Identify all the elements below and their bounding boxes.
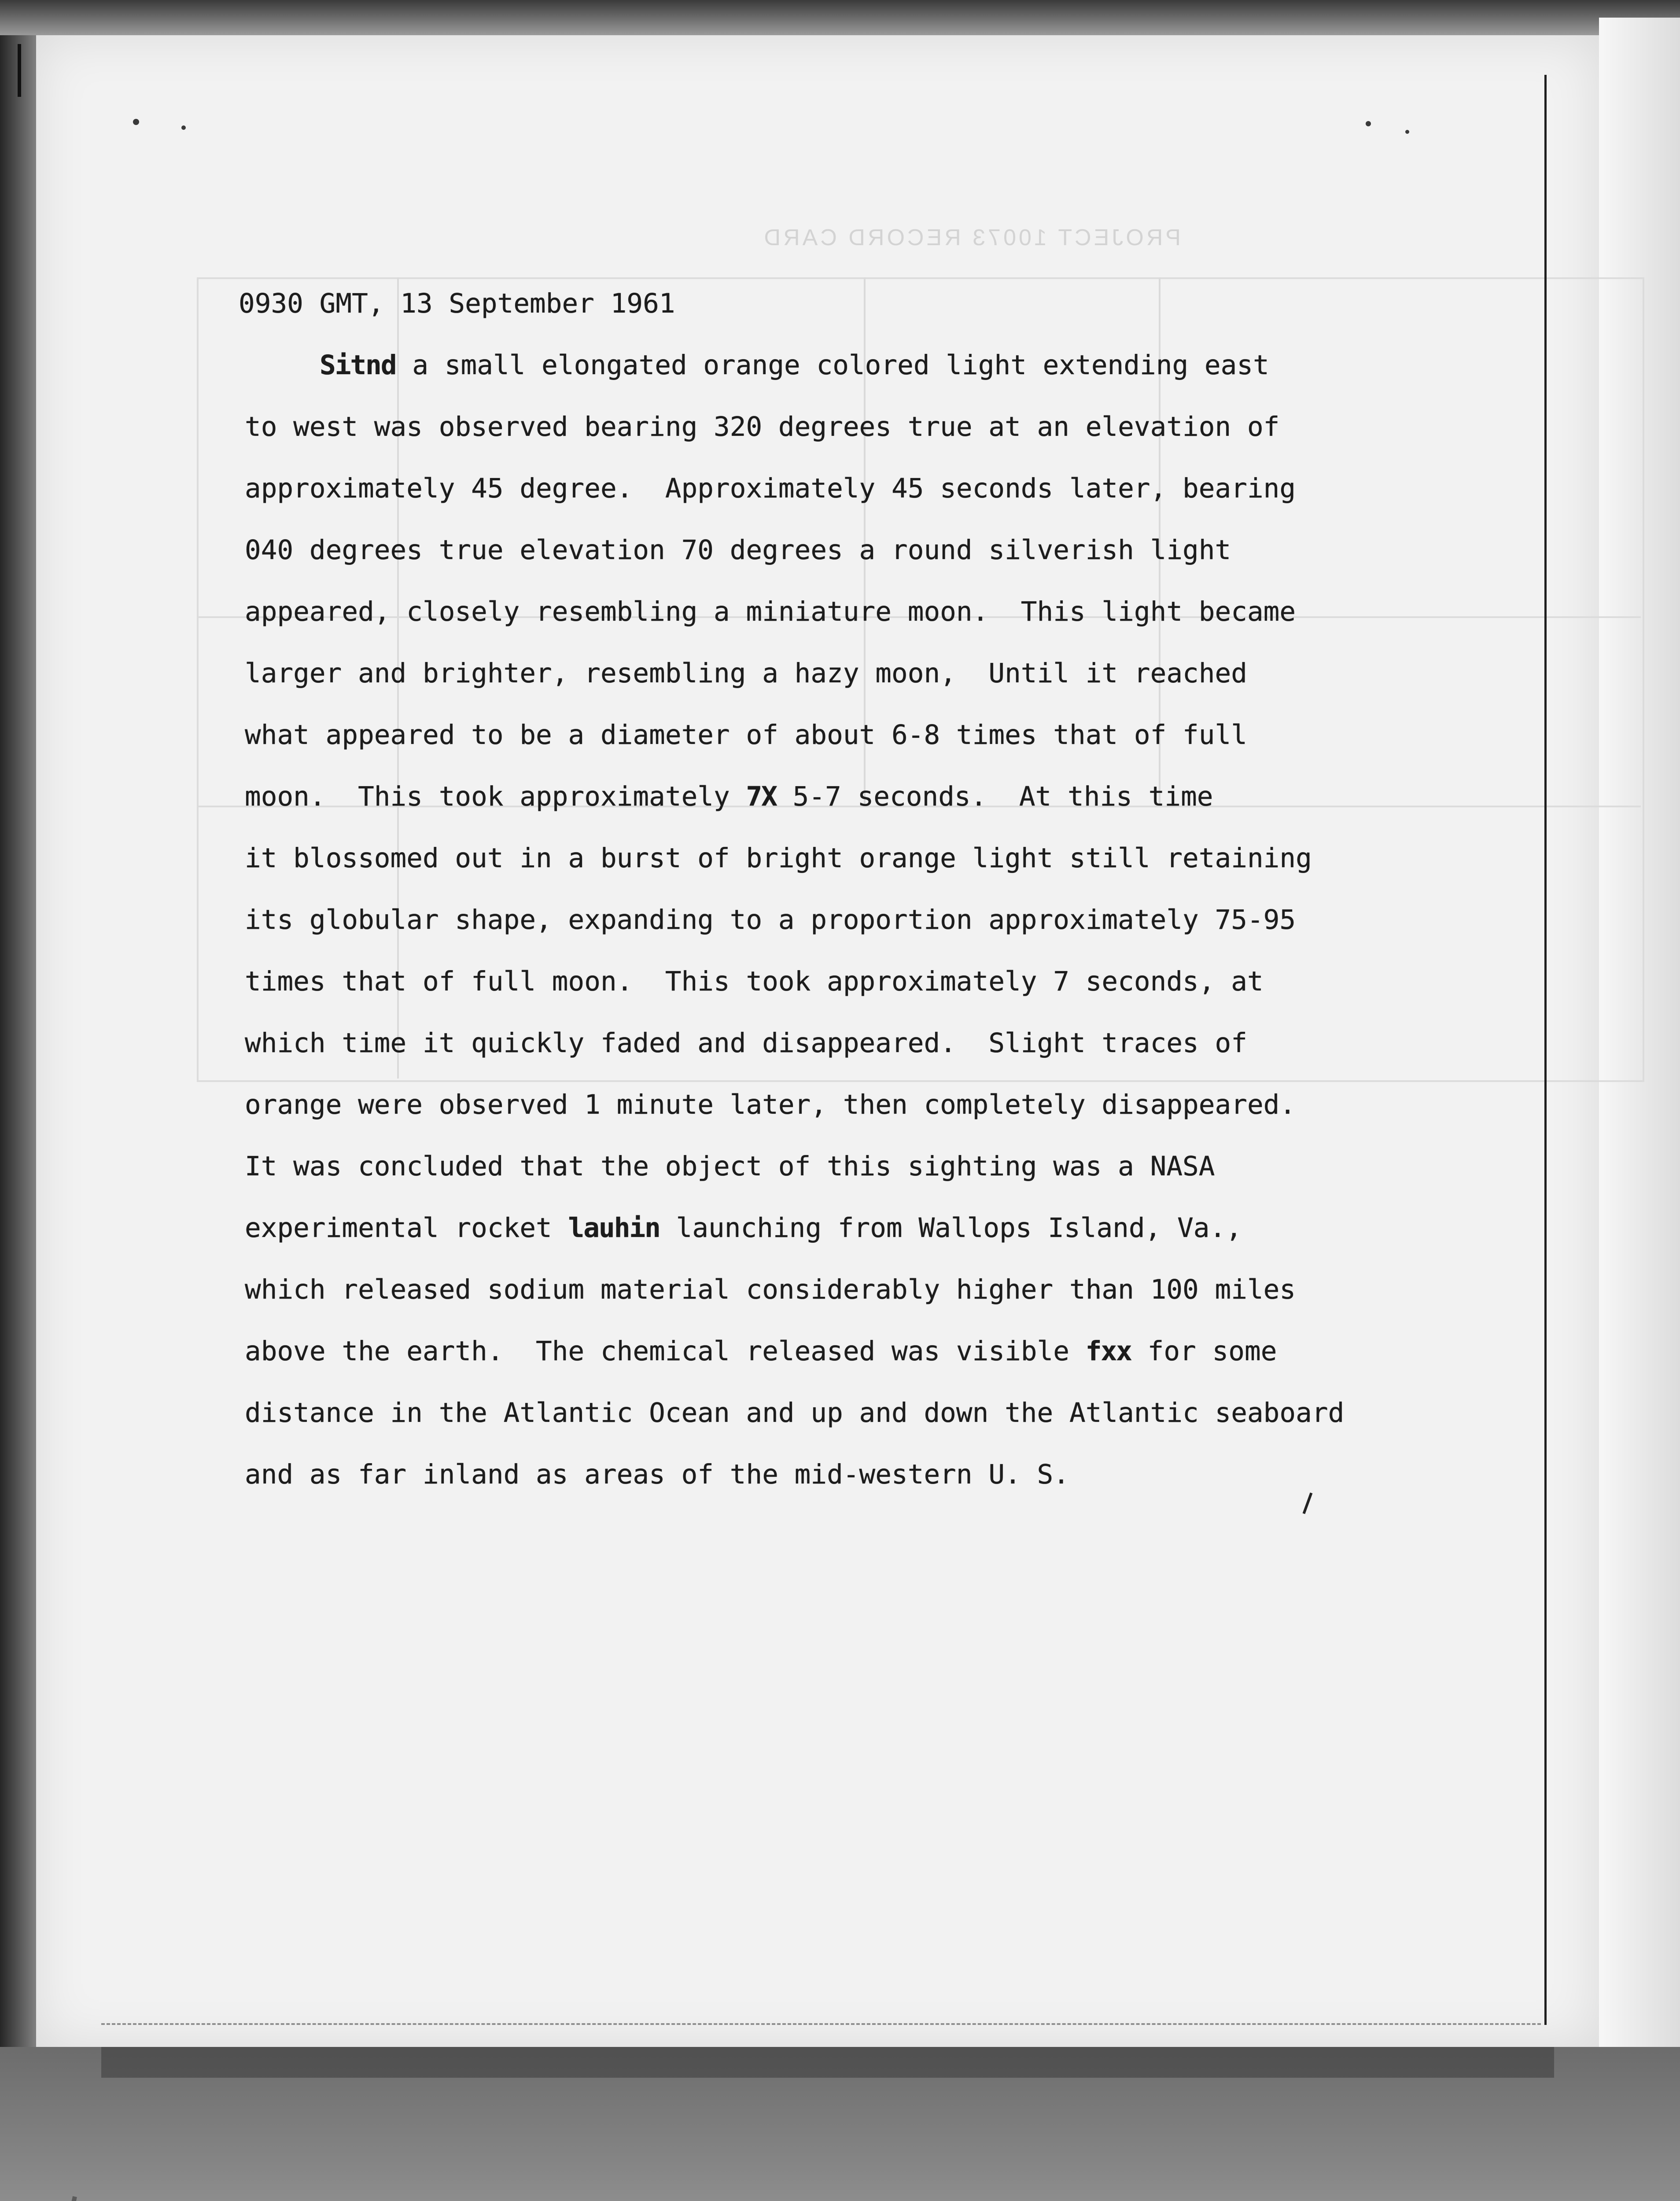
typed-line: it blossomed out in a burst of bright orange light still retaining bbox=[245, 843, 1312, 874]
typed-line: It was concluded that the object of this sighting was a NASA bbox=[245, 1151, 1215, 1182]
dust-speck bbox=[1366, 121, 1371, 126]
typed-line: appeared, closely resembling a miniature moon. This light became bbox=[245, 596, 1296, 627]
scan-background-left bbox=[0, 35, 40, 2047]
dust-speck bbox=[1405, 130, 1409, 134]
typed-line: what appeared to be a diameter of about 6-8 times that of full bbox=[245, 719, 1247, 751]
typed-line: which time it quickly faded and disappeared. Slight traces of bbox=[245, 1027, 1247, 1059]
typed-line: above the earth. The chemical released was visible fxx for some bbox=[245, 1336, 1277, 1367]
scan-background-top bbox=[0, 0, 1680, 35]
typed-line: 040 degrees true elevation 70 degrees a round silverish light bbox=[245, 534, 1231, 566]
scan-edge-mark bbox=[18, 44, 21, 97]
typed-line: experimental rocket lauhin launching from Wallops Island, Va., bbox=[245, 1212, 1242, 1244]
dust-speck bbox=[181, 125, 186, 130]
struck-text: lauhin bbox=[568, 1212, 660, 1244]
page-margin-rule bbox=[1544, 75, 1547, 2025]
typed-line: distance in the Atlantic Ocean and up and down the Atlantic seaboard bbox=[245, 1397, 1345, 1428]
dust-speck bbox=[133, 119, 139, 125]
typed-line: which released sodium material considerably higher than 100 miles bbox=[245, 1274, 1296, 1305]
document-header: 0930 GMT, 13 September 1961 bbox=[239, 288, 675, 319]
page-bottom-rule bbox=[101, 2023, 1541, 2025]
typed-line: to west was observed bearing 320 degrees true at an elevation of bbox=[245, 411, 1280, 442]
typed-line: larger and brighter, resembling a hazy moon, Until it reached bbox=[245, 658, 1247, 689]
page-shadow bbox=[101, 2047, 1554, 2078]
document-page bbox=[36, 35, 1599, 2047]
struck-text: 7X bbox=[746, 781, 777, 812]
typed-line: moon. This took approximately 7X 5-7 seconds. At this time bbox=[245, 781, 1213, 812]
scribble-mark bbox=[48, 2179, 198, 2201]
typed-line: orange were observed 1 minute later, then completely disappeared. bbox=[245, 1089, 1296, 1120]
struck-text: fxx bbox=[1085, 1336, 1131, 1367]
struck-text: Sitnd bbox=[320, 350, 396, 381]
typed-line: times that of full moon. This took approximately 7 seconds, at bbox=[245, 966, 1264, 997]
bleed-through-card-title: PROJECT 10073 RECORD CARD bbox=[761, 225, 1181, 250]
typed-line: its globular shape, expanding to a proportion approximately 75-95 bbox=[245, 904, 1296, 935]
pen-mark bbox=[1303, 1492, 1313, 1514]
typed-line: Sitnd a small elongated orange colored light extending east bbox=[320, 350, 1269, 381]
typed-line: approximately 45 degree. Approximately 45 seconds later, bearing bbox=[245, 473, 1296, 504]
typed-line: and as far inland as areas of the mid-western U. S. bbox=[245, 1459, 1069, 1490]
